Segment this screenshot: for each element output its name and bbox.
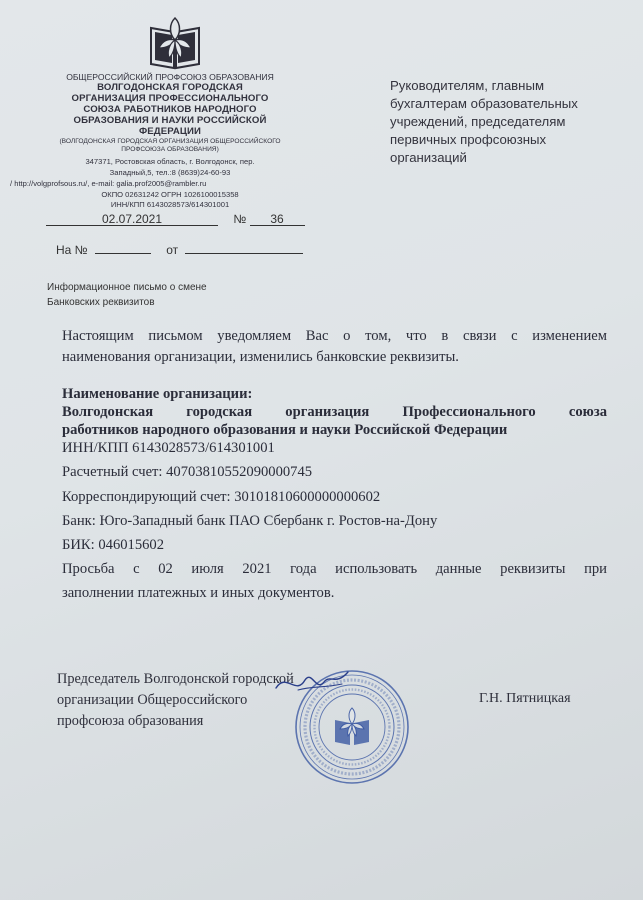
signatory-position-line: организации Общероссийского [57,692,248,708]
ref-label: На № [56,243,88,257]
addressee-line: первичных профсоюзных [390,132,547,147]
addressee-block [390,77,625,167]
request-line: Просьба с 02 июля 2021 года использовать данные реквизиты при [62,561,607,577]
bank-name: Банк: Юго-Западный банк ПАО Сбербанк г. Ростов-на-Дону [62,513,438,529]
union-logo-icon [145,14,205,70]
signatory-position [57,669,294,732]
addressee-line: организаций [390,150,467,165]
number-label: № [233,212,247,226]
signatory-position-line: Председатель Волгодонской городской [57,671,294,687]
header-short-name: (ВОЛГОДОНСКАЯ ГОРОДСКАЯ ОРГАНИЗАЦИЯ ОБЩЕРОССИЙСКОГО [59,138,281,145]
header-okpo: ОКПО 02631242 ОГРН 1026100015358 [101,190,239,199]
header-org-name: ОРГАНИЗАЦИЯ ПРОФЕССИОНАЛЬНОГО [71,93,269,104]
org-name-line: Волгодонская городская организация Профессионального союза [62,404,607,420]
header-line: ОБЩЕРОССИЙСКИЙ ПРОФСОЮЗ ОБРАЗОВАНИЯ [66,72,274,82]
bik: БИК: 046015602 [62,537,165,553]
intro-line: Настоящим письмом уведомляем Вас о том, что в связи с изменением [62,328,607,344]
registration-date: 02.07.2021 [46,212,218,226]
header-address: Западный,5, тел.:8 (8639)24-60-93 [109,168,231,177]
header-org-name: ОБРАЗОВАНИЯ И НАУКИ РОССИЙСКОЙ [73,115,267,126]
request-line: заполнении платежных и иных документов. [62,585,335,601]
signatory-name: Г.Н. Пятницкая [479,691,571,706]
subject-line: Информационное письмо о смене [47,282,207,293]
registration-number: 36 [250,212,305,226]
ref-from-label: от [166,243,179,257]
intro-line: наименования организации, изменились банковские реквизиты. [62,349,459,365]
inn-kpp: ИНН/КПП 6143028573/614301001 [62,440,275,456]
registration-line [46,212,305,226]
header-inn: ИНН/КПП 6143028573/614301001 [110,200,230,209]
header-address: 347371, Ростовская область, г. Волгодонск, пер. [85,157,255,166]
header-contacts: / http://volgprofsous.ru/, e-mail: galia.prof2005@rambler.ru [10,179,207,188]
header-short-name: ПРОФСОЮЗА ОБРАЗОВАНИЯ) [121,146,219,153]
header-org-name: ФЕДЕРАЦИИ [138,126,201,137]
addressee-line: бухгалтерам образовательных [390,96,578,111]
ref-date-blank [185,240,303,254]
signatory-position-line: профсоюза образования [57,713,204,729]
org-name-line: работников народного образования и науки Российской Федерации [62,422,508,438]
addressee-line: Руководителям, главным [390,78,545,93]
correspondent-account: Корреспондирующий счет: 30101810600000000602 [62,489,381,505]
reference-line [56,240,303,257]
org-heading: Наименование организации: [62,386,253,402]
header-org-name: ВОЛГОДОНСКАЯ ГОРОДСКАЯ [97,82,243,93]
subject-line: Банковских реквизитов [47,297,155,308]
handwritten-signature-icon [272,666,352,704]
settlement-account: Расчетный счет: 40703810552090000745 [62,464,313,480]
addressee-line: учреждений, председателям [390,114,566,129]
subject-block [47,280,207,310]
header-org-name: СОЮЗА РАБОТНИКОВ НАРОДНОГО [83,104,257,115]
ref-number-blank [95,240,151,254]
